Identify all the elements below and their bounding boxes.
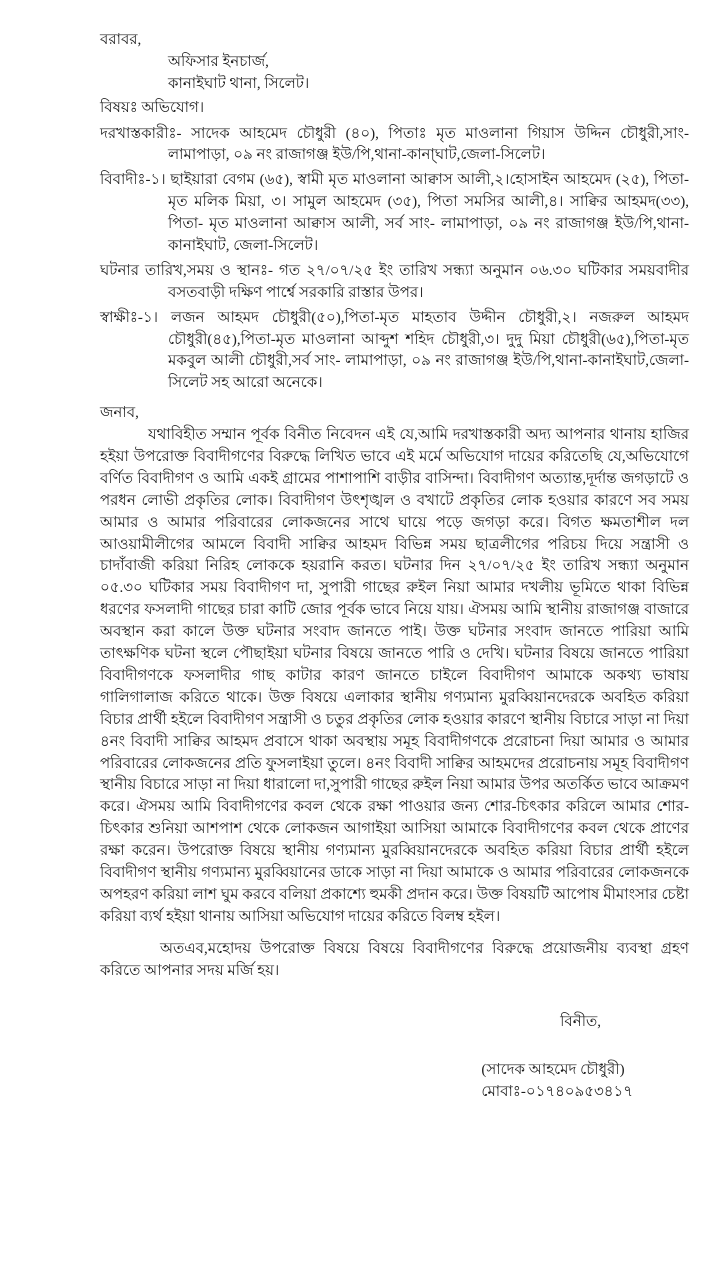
signoff-line: বিনীত, xyxy=(560,1014,601,1031)
complainant-paragraph: দরখাস্তকারীঃ- সাদেক আহমেদ চৌধুরী (৪০), পিতাঃ মৃত মাওলানা গিয়াস উদ্দিন চৌধুরী,সাং- লামাপাড়া, ০৯ নং রাজাগঞ্জ ইউ/পি,থানা-কানা্ঘাট,জেলা-সিলেট। xyxy=(100,125,689,164)
recipient-block xyxy=(100,30,689,96)
complaint-body-paragraph: যথাবিহীত সম্মান পূর্বক বিনীত নিবেদন এই যে,আমি দরখাস্তকারী অদ্য আপনার থানায় হাজির হইয়া উপরোক্ত বিবাদীগণের বিরুদ্ধে লিখিত ভাবে এই মর্মে অভিযোগ দায়ের করিতেছি যে,অভিযোগে বর্ণিত বিবাদীগণ ও আমি একই গ্রামের পাশাপাশি বাড়ীর বাসিন্দা। বিবাদীগণ অত্যান্ত,দূর্দান্ত জগড়াটে ও পরধন লোভী প্রকৃতির লোক। বিবাদীগণ উৎশৃঙ্খল ও বখাটে প্রকৃতির লোক হওয়ার কারণে সব সময় আমার ও আমার পরিবারের লোকজনের সাথে ঘায়ে পড়ে জগড়া করে। বিগত ক্ষমতাশীল দল আওয়ামীলীগের আমলে বিবাদী সাক্বির আহমদ বিভিন্ন সময় ছাত্রলীগের পরিচয় দিয়ে সন্ত্রাসী ও চাদাঁবাজী করিয়া নিরিহ লোককে হয়রানি করত। ঘটনার দিন ২৭/০৭/২৫ ইং তারিখ সন্ধ্যা অনুমান ০৫.৩০ ঘটিকার সময় বিবাদীগণ দা, সুপারী গাছের রুইল নিয়া আমার দখলীয় ভূমিতে থাকা বিভিন্ন ধরণের ফসলাদী গাছের চারা কাটি জোর পূর্বক ভাবে নিয়ে যায়। ঐসময় আমি স্থানীয় রাজাগঞ্জ বাজারে অবস্থান করা কালে উক্ত ঘটনার সংবাদ জানতে পাই। উক্ত ঘটনার সংবাদ জানতে পারিয়া আমি তাৎক্ষণিক ঘটনা স্থলে পৌছাইয়া ঘটনার বিষয়ে জানতে পারি ও দেখি। ঘটনার বিষয়ে জানতে পারিয়া বিবাদীগণকে ফসলাদীর গাছ কাটার কারণ জানতে চাইলে বিবাদীগণ আমাকে অকথ্য ভাষায় গালিগালাজ করিতে থাকে। উক্ত বিষয়ে এলাকার স্থানীয় গণ্যমান্য মুরব্বিয়ানদেরকে অবহিত করিয়া বিচার প্রার্থী হইলে বিবাদীগণ সন্ত্রাসী ও চতুর প্রকৃতির লোক হওয়ার কারণে স্থানীয় বিচারে সাড়া না দিয়া ৪নং বিবাদী সাক্বির আহমদ প্রবাসে থাকা অবস্থায় সমূহ বিবাদীগণকে প্ররোচনা দিয়া আমার ও আমার পরিবারের লোকজনের প্রতি ফুসলাইয়া তুলে। ৪নং বিবাদী সাক্বির আহমদের প্ররোচনায় সমূহ বিবাদীগণ স্থানীয় বিচারে সাড়া না দিয়া ধারালো দা,সুপারী গাছের রুইল নিয়া আমার উপর অতর্কিত ভাবে আক্রমণ করে। ঐসময় আমি বিবাদীগণের কবল থেকে রক্ষা পাওয়ার জন্য শোর-চিৎকার করিলে আমার শোর-চিৎকার শুনিয়া আশপাশ থেকে লোকজন আগাইয়া আসিয়া আমাকে বিবাদীগণের কবল থেকে প্রাণের রক্ষা করেন। উপরোক্ত বিষয়ে স্থানীয় গণ্যমান্য মুরব্বিয়ানদেরকে অবহিত করিয়া বিচার প্রার্থী হইলে বিবাদীগণ স্থানীয় গণ্যমান্য মুরব্বিয়ানের ডাকে সাড়া না দিয়া আমাকে ও আমার পরিবারের লোকজনকে অপহরণ করিয়া লাশ ঘুম করবে বলিয়া প্রকাশ্যে হুমকী প্রদান করে। উক্ত বিষয়টি আপোষ মীমাংসার চেষ্টা করিয়া ব্যর্থ হইয়া থানায় আসিয়া অভিযোগ দায়ের করিতে বিলম্ব হইল। xyxy=(100,427,689,925)
signature-block xyxy=(481,1060,633,1104)
salutation-line: বরাবর, xyxy=(100,32,142,48)
subject-line: বিষয়ঃ অভিযোগ। xyxy=(100,99,205,116)
signature-mobile: মোবাঃ-০১৭৪০৯৫৩৪১৭ xyxy=(481,1084,633,1101)
incident-datetime-paragraph: ঘটনার তারিখ,সময় ও স্থানঃ- গত ২৭/০৭/২৫ ইং তারিখ সন্ধ্যা অনুমান ০৬.৩০ ঘটিকার সময়বাদীর বসতবাড়ী দক্ষিণ পার্শ্বে সরকারি রাস্তার উপর। xyxy=(100,262,689,301)
station-line: কানাইঘাট থানা, সিলেট। xyxy=(168,75,310,92)
signature-name: (সাদেক আহমেদ চৌধুরী) xyxy=(481,1062,625,1079)
officer-line: অফিসার ইনচার্জ, xyxy=(168,53,269,70)
defendants-paragraph: বিবাদীঃ-১। ছাইয়ারা বেগম (৬৫), স্বামী মৃত মাওলানা আক্বাস আলী,২।হোসাইন আহমেদ (২৫), পিতা-মৃত মলিক মিয়া, ৩। সামুল আহমেদ (৩৫), পিতা সমসির আলী,৪। সাক্বির আহমদ(৩৩), পিতা- মৃত মাওলানা আক্বাস আলী, সর্ব সাং- লামাপাড়া, ০৯ নং রাজাগঞ্জ ইউ/পি,থানা- কানাইঘাট, জেলা-সিলেট। xyxy=(100,172,689,255)
closing-request-paragraph: অতএব,মহোদয় উপরোক্ত বিষয়ে বিষয়ে বিবাদীগণের বিরুদ্ধে প্রয়োজনীয় ব্যবস্থা গ্রহণ করিতে আপনার সদয় মর্জি হয়। xyxy=(100,940,689,979)
witnesses-paragraph: স্বাক্ষীঃ-১। লজন আহমদ চৌধুরী(৫০),পিতা-মৃত মাহতাব উদ্দীন চৌধুরী,২। নজরুল আহমদ চৌধুরী(৪৫),পিতা-মৃত মাওলানা আব্দুশ শহিদ চৌধুরী,৩। দুদু মিয়া চৌধুরী(৬৫),পিতা-মৃত মকবুল আলী চৌধুরী,সর্ব সাং- লামাপাড়া, ০৯ নং রাজাগঞ্জ ইউ/পি,থানা-কানাইঘাট,জেলা-সিলেট সহ আরো অনেকে। xyxy=(100,309,689,392)
greeting-line: জনাব, xyxy=(100,405,139,422)
